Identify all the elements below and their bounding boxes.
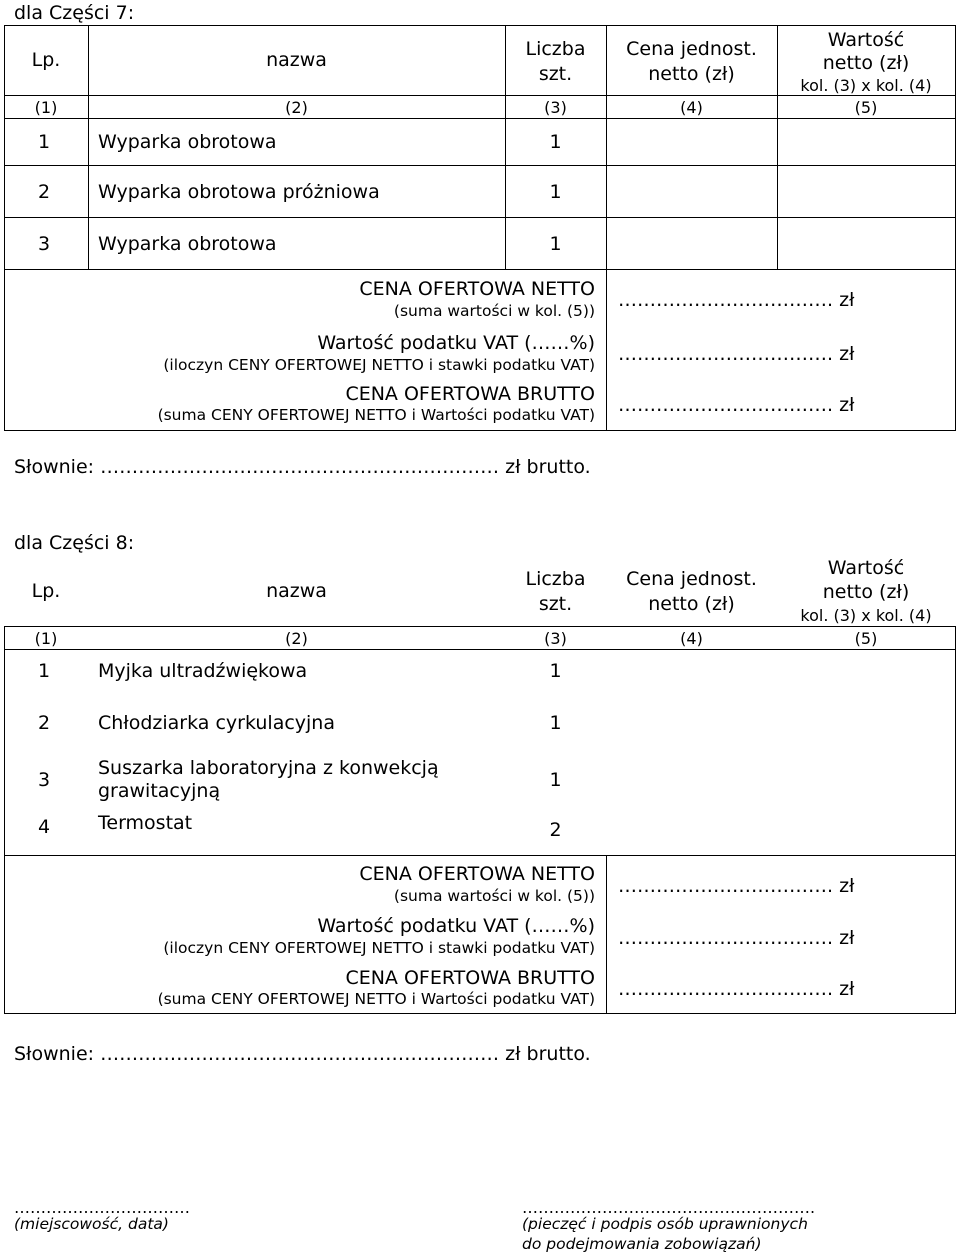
colnum: (2) xyxy=(285,98,308,117)
header-wartosc: Wartość xyxy=(827,557,905,579)
header-szt: szt. xyxy=(538,593,573,615)
header-nazwa: nazwa xyxy=(266,49,327,71)
colnum: (1) xyxy=(34,629,58,648)
colnum: (2) xyxy=(285,629,308,648)
header-liczba: Liczba xyxy=(525,38,586,60)
row-name: Termostat xyxy=(98,812,193,834)
row-qty: 2 xyxy=(549,819,562,841)
row-qty: 1 xyxy=(549,712,562,734)
signature-label: (pieczęć i podpis osób uprawnionych xyxy=(522,1215,808,1233)
row-lp: 1 xyxy=(38,131,51,153)
amount-brutto-field[interactable]: ……………………………. zł xyxy=(618,978,855,1000)
place-date-label: (miejscowość, data) xyxy=(14,1215,169,1233)
header-szt: szt. xyxy=(538,63,573,85)
row-qty: 1 xyxy=(549,769,562,791)
row-qty: 1 xyxy=(549,181,562,203)
header-wartosc: Wartość xyxy=(827,29,905,51)
row-lp: 3 xyxy=(38,769,51,791)
header-liczba: Liczba xyxy=(525,568,586,590)
summary-brutto-label: CENA OFERTOWA BRUTTO xyxy=(345,383,595,405)
header-cena: Cena jednost. xyxy=(626,38,757,60)
colnum: (4) xyxy=(680,629,703,648)
summary-vat-label: Wartość podatku VAT (……%) xyxy=(317,332,595,354)
colnum: (3) xyxy=(544,98,567,117)
colnum: (3) xyxy=(544,629,567,648)
header-cena-netto: netto (zł) xyxy=(648,593,735,615)
row-qty: 1 xyxy=(549,131,562,153)
summary-brutto-sub: (suma CENY OFERTOWEJ NETTO i Wartości podatku VAT) xyxy=(157,990,595,1008)
summary-brutto-label: CENA OFERTOWA BRUTTO xyxy=(345,967,595,989)
amount-brutto-field[interactable]: ……………………………. zł xyxy=(618,394,855,416)
colnum: (4) xyxy=(680,98,703,117)
summary-netto-label: CENA OFERTOWA NETTO xyxy=(359,863,595,885)
row-name: Chłodziarka cyrkulacyjna xyxy=(98,712,335,734)
row-name: Myjka ultradźwiękowa xyxy=(98,660,308,682)
colnum: (1) xyxy=(34,98,58,117)
signature-field[interactable]: ………………………………………………. xyxy=(522,1198,816,1217)
amount-vat-field[interactable]: ……………………………. zł xyxy=(618,343,855,365)
header-cena-netto: netto (zł) xyxy=(648,63,735,85)
colnum: (5) xyxy=(854,629,878,648)
header-wartosc-netto: netto (zł) xyxy=(822,581,910,603)
row-qty: 1 xyxy=(549,660,562,682)
summary-netto-label: CENA OFERTOWA NETTO xyxy=(359,278,595,300)
row-lp: 1 xyxy=(38,660,51,682)
row-qty: 1 xyxy=(549,233,562,255)
row-lp: 4 xyxy=(38,816,51,838)
row-name-cont: grawitacyjną xyxy=(98,780,221,802)
amount-in-words-part7[interactable]: Słownie: ……………………………………………………… zł brutto. xyxy=(14,456,591,478)
summary-netto-sub: (suma wartości w kol. (5)) xyxy=(393,887,595,905)
amount-in-words-part8[interactable]: Słownie: ……………………………………………………… zł brutto. xyxy=(14,1043,591,1065)
colnum: (5) xyxy=(854,98,878,117)
row-name: Wyparka obrotowa xyxy=(98,233,277,255)
header-cena: Cena jednost. xyxy=(626,568,757,590)
row-lp: 3 xyxy=(38,233,51,255)
summary-vat-sub: (iloczyn CENY OFERTOWEJ NETTO i stawki podatku VAT) xyxy=(163,356,595,374)
summary-vat-sub: (iloczyn CENY OFERTOWEJ NETTO i stawki podatku VAT) xyxy=(163,939,595,957)
row-name: Wyparka obrotowa próżniowa xyxy=(98,181,380,203)
header-wartosc-formula: kol. (3) x kol. (4) xyxy=(800,606,932,625)
row-lp: 2 xyxy=(38,181,51,203)
row-name: Suszarka laboratoryjna z konwekcją xyxy=(98,757,439,779)
summary-vat-label: Wartość podatku VAT (……%) xyxy=(317,915,595,937)
row-lp: 2 xyxy=(38,712,51,734)
place-date-field[interactable]: …………………………… xyxy=(14,1198,190,1217)
header-nazwa: nazwa xyxy=(266,580,327,602)
section-title-part8: dla Części 8: xyxy=(14,532,135,554)
signature-label-cont: do podejmowania zobowiązań) xyxy=(522,1235,762,1253)
row-name: Wyparka obrotowa xyxy=(98,131,277,153)
header-lp: Lp. xyxy=(31,49,61,71)
summary-netto-sub: (suma wartości w kol. (5)) xyxy=(393,302,595,320)
amount-vat-field[interactable]: ……………………………. zł xyxy=(618,927,855,949)
header-lp: Lp. xyxy=(31,580,61,602)
amount-netto-field[interactable]: ……………………………. zł xyxy=(618,289,855,311)
amount-netto-field[interactable]: ……………………………. zł xyxy=(618,875,855,897)
section-title-part7: dla Części 7: xyxy=(14,2,135,24)
header-wartosc-netto: netto (zł) xyxy=(822,52,910,74)
summary-brutto-sub: (suma CENY OFERTOWEJ NETTO i Wartości podatku VAT) xyxy=(157,406,595,424)
header-wartosc-formula: kol. (3) x kol. (4) xyxy=(800,76,932,95)
